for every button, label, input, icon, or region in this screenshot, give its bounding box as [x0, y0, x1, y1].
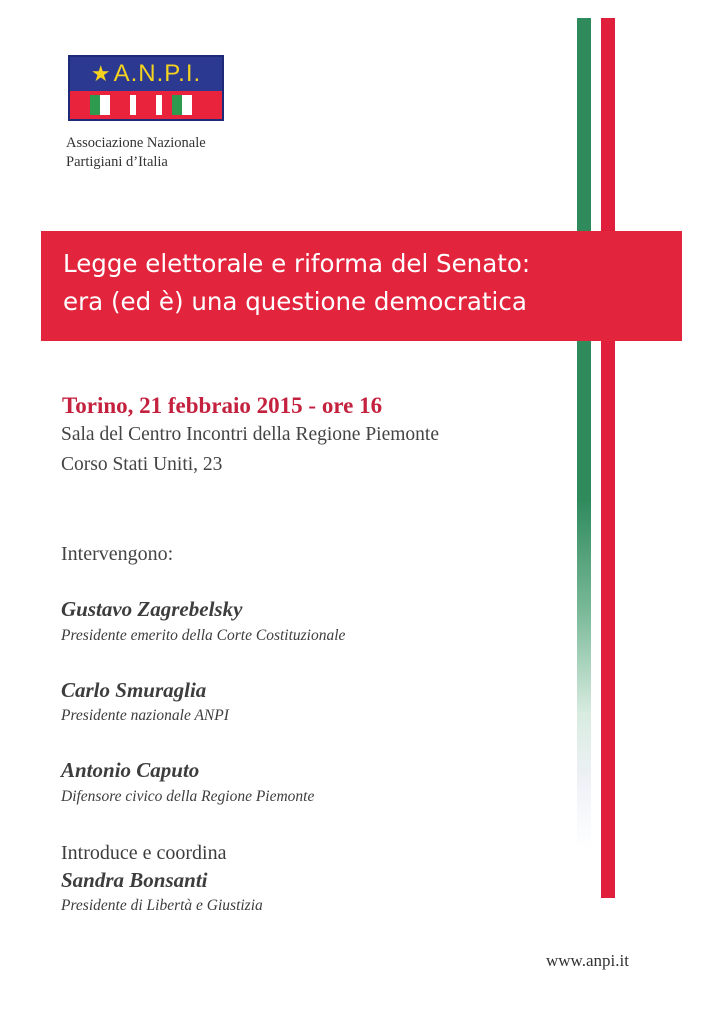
moderator-role: Presidente di Libertà e Giustizia: [61, 897, 263, 914]
stripe-green: [577, 18, 591, 848]
venue-address: Corso Stati Uniti, 23: [61, 454, 223, 475]
stripe-red: [601, 18, 615, 898]
title-line-1: Legge elettorale e riforma del Senato:: [63, 249, 531, 278]
speaker-role: Difensore civico della Regione Piemonte: [61, 788, 315, 805]
speakers-heading: Intervengono:: [61, 543, 174, 565]
moderator-label: Introduce e coordina: [61, 842, 227, 864]
logo-text: A.N.P.I.: [113, 60, 202, 87]
logo-bar: [156, 95, 162, 115]
speaker-name: Carlo Smuraglia: [61, 678, 207, 702]
flag-icon: [90, 95, 120, 115]
anpi-logo: [68, 55, 224, 121]
logo-bottom-band: [70, 91, 222, 119]
title-line-2: era (ed è) una questione democratica: [63, 287, 527, 316]
flag-icon: [172, 95, 202, 115]
website-link[interactable]: www.anpi.it: [546, 951, 629, 970]
organization-name: [66, 134, 206, 172]
organization-line-1: Associazione Nazionale: [66, 135, 206, 151]
venue-name: Sala del Centro Incontri della Regione Piemonte: [61, 424, 439, 445]
speaker-role: Presidente nazionale ANPI: [61, 707, 229, 724]
title-banner: [41, 231, 682, 341]
speaker-name: Gustavo Zagrebelsky: [61, 597, 243, 621]
speaker-name: Antonio Caputo: [61, 758, 200, 782]
organization-line-2: Partigiani d’Italia: [66, 154, 168, 170]
star-icon: ★: [90, 61, 112, 86]
logo-bar: [130, 95, 136, 115]
speaker-role: Presidente emerito della Corte Costituzionale: [61, 627, 346, 644]
page-title: [63, 245, 673, 321]
logo-top-band: [70, 57, 222, 91]
stripe-white: [591, 18, 601, 898]
event-datetime: Torino, 21 febbraio 2015 - ore 16: [62, 393, 383, 418]
moderator-name: Sandra Bonsanti: [61, 868, 208, 892]
